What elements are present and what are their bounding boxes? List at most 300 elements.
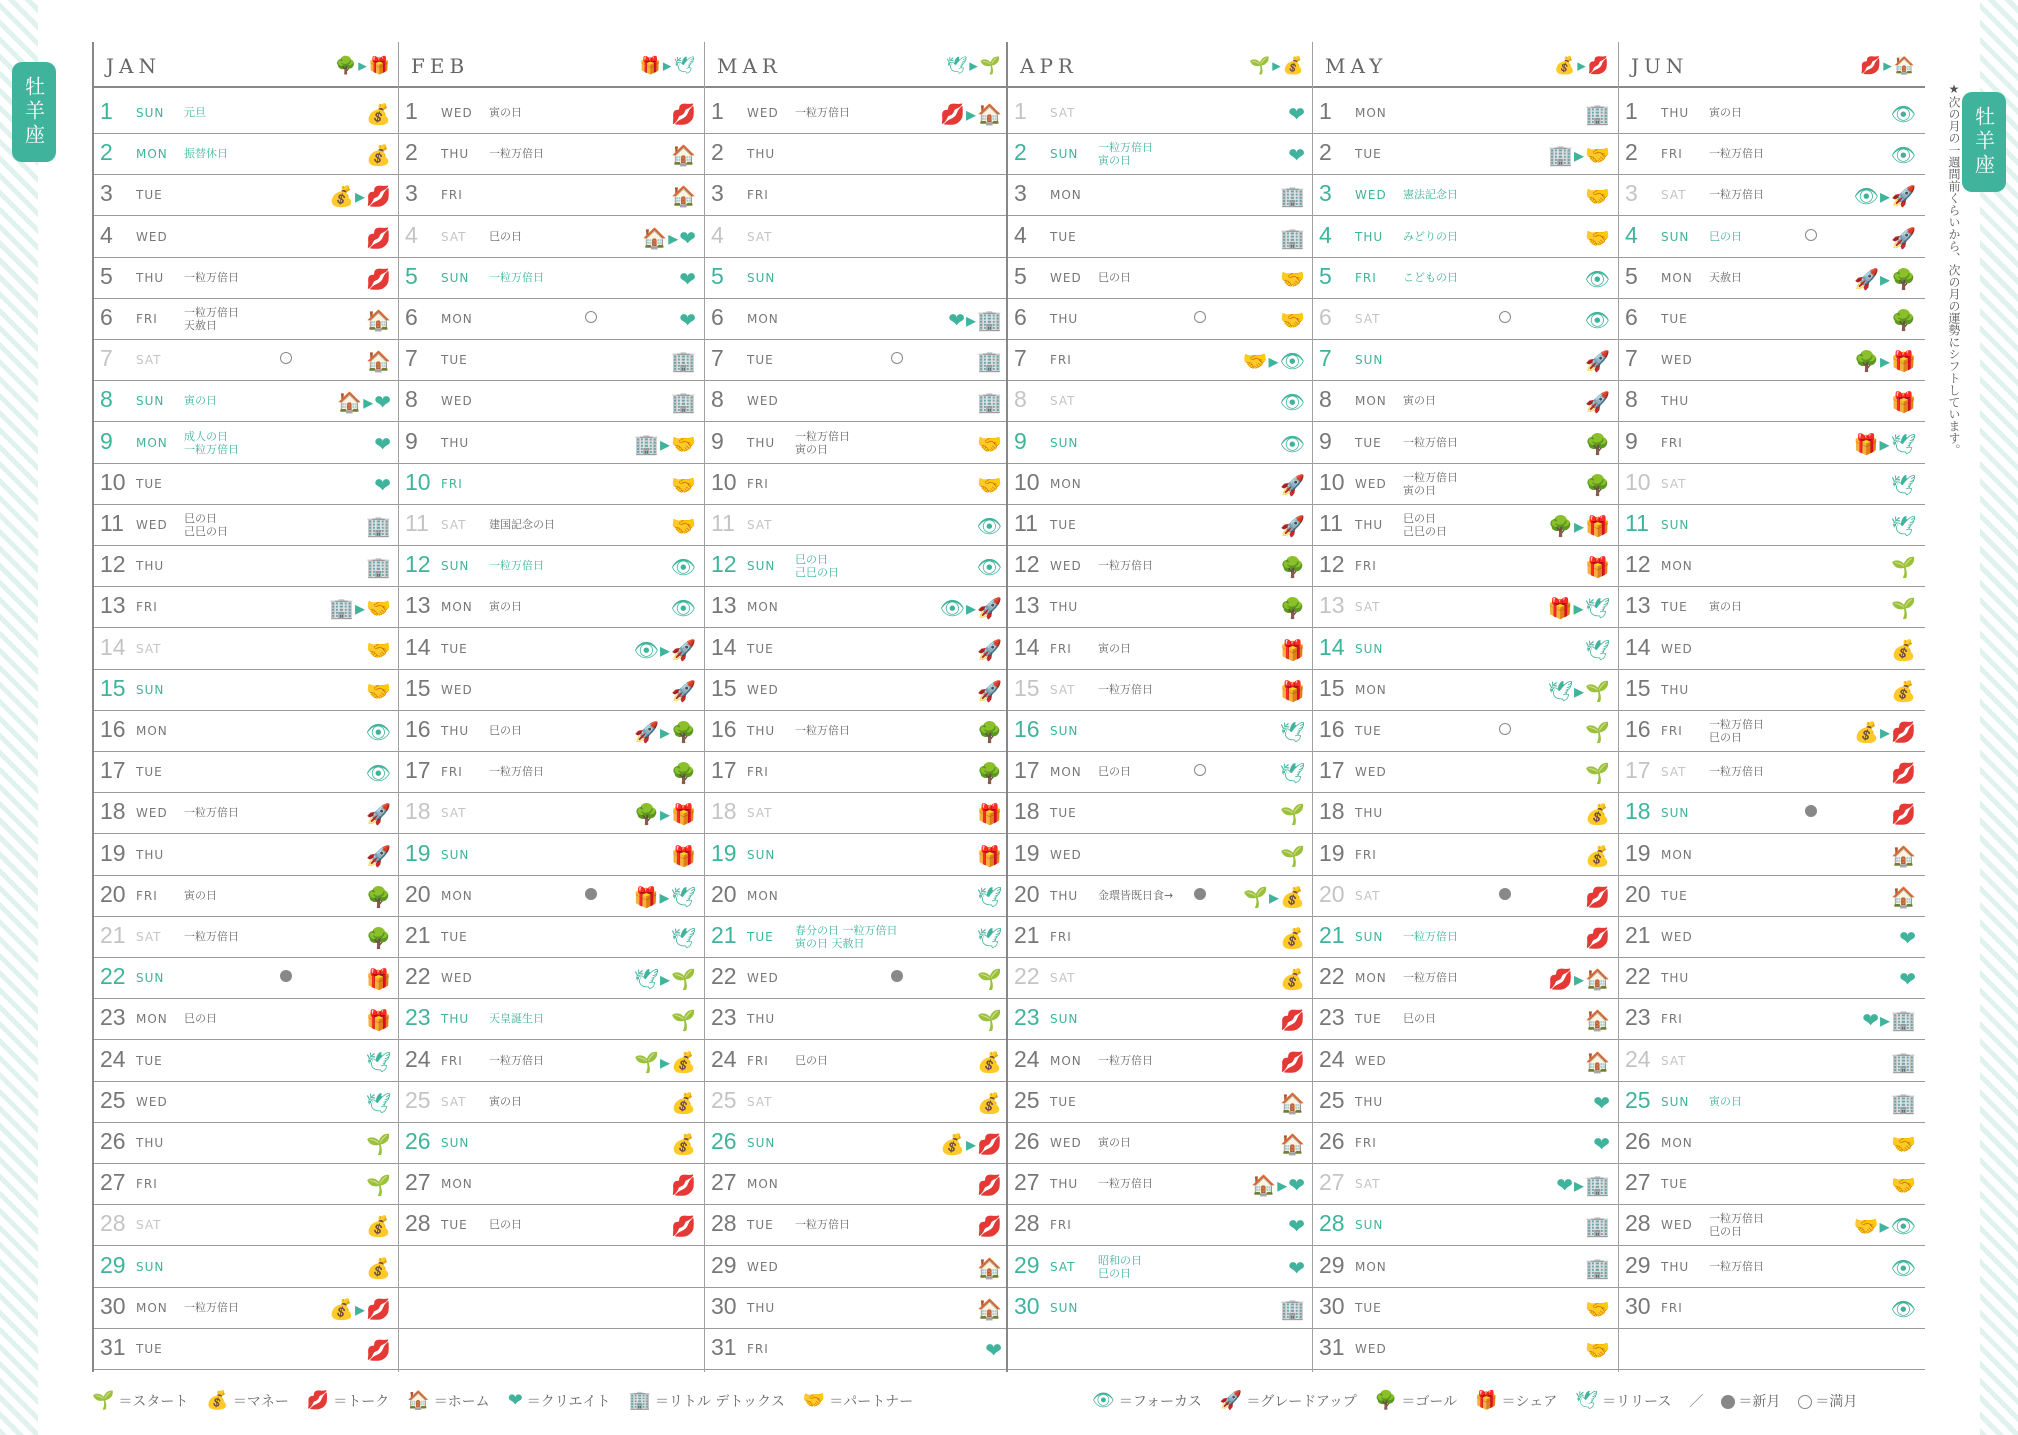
month-header — [1313, 42, 1619, 88]
fortune-icon: 💰 — [366, 102, 392, 126]
day-number: 8 — [1319, 386, 1332, 413]
day-number: 8 — [711, 386, 724, 413]
fortune-icon: 🎁▸🕊 — [1547, 596, 1611, 621]
weekday-label: THU — [441, 435, 470, 450]
day-number: 4 — [1319, 221, 1332, 248]
full-moon-marker — [1194, 764, 1206, 776]
weekday-label: MON — [747, 1177, 779, 1192]
weekday-label: WED — [1661, 641, 1693, 656]
day-number: 12 — [100, 551, 126, 578]
day-note: 一粒万倍日 — [1709, 188, 1764, 202]
day-row — [705, 174, 1011, 216]
fortune-icon: 💋 — [1891, 761, 1917, 786]
day-row — [705, 504, 1011, 546]
weekday-label: FRI — [1050, 1218, 1072, 1233]
full-moon-marker — [280, 352, 292, 364]
day-row — [94, 998, 400, 1040]
weekday-label: THU — [136, 1136, 165, 1150]
day-row — [705, 133, 1011, 175]
fortune-icon: 🏠▸❤ — [337, 390, 392, 415]
day-number: 30 — [1319, 1292, 1345, 1319]
fortune-icon: 🕊 — [1584, 637, 1611, 662]
day-number: 2 — [1014, 139, 1027, 166]
weekday-label: WED — [747, 682, 779, 697]
month-column-jan — [92, 42, 400, 1372]
day-note: 振替休日 — [184, 147, 228, 161]
fortune-icon: 🕊▸🌱 — [1547, 678, 1611, 703]
day-number: 12 — [405, 551, 431, 578]
day-note: 寅の日 — [489, 1094, 522, 1108]
new-moon-marker — [1499, 888, 1511, 900]
day-row — [705, 1204, 1011, 1246]
day-number: 8 — [1625, 386, 1638, 413]
day-row — [1313, 1163, 1619, 1205]
day-note: 巳の日 己巳の日 — [795, 553, 839, 580]
weekday-label: MON — [1355, 106, 1387, 120]
fortune-icon: 🌳 — [366, 926, 392, 950]
day-row — [1619, 1081, 1925, 1123]
day-row — [1619, 957, 1925, 999]
day-number: 5 — [405, 262, 418, 289]
fortune-icon: ❤▸🏢 — [1556, 1173, 1611, 1198]
day-number: 9 — [100, 427, 113, 454]
weekday-label: WED — [441, 394, 473, 409]
new-moon-marker — [585, 888, 597, 900]
day-row — [1619, 669, 1925, 711]
fortune-icon: 💋 — [1891, 802, 1917, 827]
day-number: 14 — [1625, 633, 1651, 660]
day-row — [705, 834, 1011, 876]
weekday-label: FRI — [1050, 930, 1072, 944]
day-note: 成人の日 一粒万倍日 — [184, 429, 239, 456]
day-row — [1313, 1122, 1619, 1164]
month-header-icons: 🌱▸💰 — [1249, 56, 1306, 76]
day-row — [705, 1246, 1011, 1288]
day-number: 12 — [711, 551, 737, 578]
weekday-label: SAT — [1050, 106, 1076, 120]
weekday-label: FRI — [136, 312, 158, 326]
month-header-icons: 💋▸🏠 — [1860, 56, 1917, 76]
month-header-icons: 🎁▸🕊 — [639, 56, 697, 76]
month-column-feb — [398, 42, 705, 1372]
fortune-icon: 🏢 — [671, 349, 697, 374]
weekday-label: TUE — [1355, 1300, 1382, 1315]
weekday-label: WED — [136, 229, 168, 244]
day-row — [1313, 298, 1619, 340]
day-note: 一粒万倍日 — [1098, 682, 1153, 696]
day-note: 金環皆既日食→ — [1098, 888, 1174, 902]
day-number: 19 — [711, 839, 737, 866]
right-stripe-border — [1980, 0, 2018, 1435]
day-number: 19 — [1625, 839, 1651, 866]
legend-label: ＝パートナー — [829, 1394, 914, 1410]
fortune-icon: 🤝 — [1585, 225, 1611, 250]
fortune-icon: ❤ — [1899, 967, 1917, 992]
day-number: 4 — [405, 221, 418, 248]
weekday-label: TUE — [747, 641, 774, 656]
day-number: 5 — [100, 262, 113, 289]
weekday-label: MON — [1355, 682, 1387, 697]
day-row — [1008, 1163, 1314, 1205]
month-name: MAY — [1325, 54, 1388, 78]
weekday-label: SAT — [441, 518, 467, 532]
weekday-label: MON — [1050, 476, 1082, 491]
day-number: 26 — [405, 1128, 431, 1154]
day-row — [399, 916, 705, 958]
day-row — [1008, 669, 1314, 711]
weekday-label: TUE — [1355, 147, 1382, 162]
weekday-label: THU — [1355, 229, 1384, 244]
day-row — [1313, 916, 1619, 958]
weekday-label: SAT — [1050, 971, 1076, 986]
weekday-label: SUN — [747, 559, 776, 574]
fortune-icon: 🏠 — [1585, 1008, 1611, 1033]
day-number: 6 — [100, 304, 113, 330]
day-number: 2 — [405, 139, 418, 166]
day-number: 23 — [405, 1004, 431, 1031]
fortune-icon: 🎁 — [977, 843, 1003, 868]
fortune-icon: 💋 — [1280, 1008, 1306, 1033]
day-row — [1313, 1204, 1619, 1246]
day-row — [1008, 834, 1314, 876]
side-note: ★次の月の一週間前くらいから、次の月の運勢にシフトしています。 — [1947, 82, 1961, 456]
day-number: 15 — [711, 674, 737, 701]
day-number: 25 — [1319, 1086, 1345, 1113]
day-number: 7 — [100, 345, 113, 372]
legend-item — [92, 1390, 188, 1411]
day-row — [399, 1163, 705, 1205]
day-number: 27 — [1319, 1169, 1345, 1196]
fortune-icon: 🚀 — [1280, 514, 1306, 538]
weekday-label: TUE — [441, 641, 468, 656]
fortune-icon: 💰 — [1280, 967, 1306, 992]
weekday-label: FRI — [1355, 559, 1377, 574]
weekday-label: SAT — [747, 806, 773, 821]
weekday-label: SAT — [136, 353, 162, 368]
legend-item — [629, 1390, 785, 1411]
day-number: 3 — [1014, 180, 1027, 207]
weekday-label: WED — [1661, 930, 1693, 944]
day-row — [705, 339, 1011, 381]
day-row — [705, 669, 1011, 711]
day-number: 17 — [1014, 757, 1040, 784]
day-number: 19 — [405, 839, 431, 866]
day-row — [399, 1287, 705, 1329]
day-row — [1619, 1328, 1925, 1370]
day-number: 27 — [711, 1169, 737, 1196]
day-number: 4 — [100, 221, 113, 248]
sign-tab-right: 牡羊座 — [1962, 92, 2006, 192]
weekday-label: WED — [1355, 1053, 1387, 1068]
day-row — [399, 792, 705, 834]
weekday-label: SAT — [1355, 1177, 1381, 1192]
day-number: 12 — [1014, 551, 1040, 578]
day-row — [94, 710, 400, 752]
weekday-label: THU — [747, 1300, 776, 1315]
day-number: 22 — [1625, 963, 1651, 990]
day-number: 7 — [711, 345, 724, 372]
fortune-icon: 💰 — [366, 1214, 392, 1239]
weekday-label: THU — [747, 435, 776, 450]
day-note: 憲法記念日 — [1403, 188, 1458, 202]
weekday-label: MON — [136, 1012, 168, 1027]
day-number: 5 — [1014, 262, 1027, 289]
day-row — [399, 463, 705, 505]
weekday-label: MON — [1661, 847, 1693, 862]
day-number: 20 — [100, 880, 126, 907]
day-row — [94, 669, 400, 711]
weekday-label: SUN — [1355, 641, 1384, 656]
day-row — [94, 298, 400, 340]
weekday-label: SUN — [441, 1136, 470, 1150]
weekday-label: SAT — [1050, 682, 1076, 697]
weekday-label: WED — [1661, 1218, 1693, 1233]
day-number: 24 — [1014, 1045, 1040, 1072]
day-number: 18 — [405, 798, 431, 825]
legend-icon: 🏢 — [628, 1390, 651, 1411]
weekday-label: TUE — [1355, 435, 1382, 450]
weekday-label: TUE — [1050, 229, 1077, 244]
day-row — [1008, 1081, 1314, 1123]
day-note: 一粒万倍日 — [184, 930, 239, 943]
weekday-label: TUE — [1050, 1094, 1077, 1109]
day-number: 27 — [1014, 1169, 1040, 1196]
weekday-label: WED — [1050, 270, 1082, 285]
fortune-icon: 💋 — [977, 1214, 1003, 1239]
fortune-icon: 💰▸💋 — [940, 1132, 1003, 1156]
weekday-label: SAT — [1661, 476, 1687, 491]
fortune-icon: 🚀 — [366, 843, 392, 868]
weekday-label: WED — [1050, 559, 1082, 574]
day-number: 20 — [1014, 880, 1040, 907]
day-row — [705, 1163, 1011, 1205]
fortune-icon: 🌱▸💰 — [1243, 884, 1306, 909]
day-number: 16 — [1625, 716, 1651, 742]
weekday-label: TUE — [136, 188, 163, 203]
day-row — [399, 710, 705, 752]
fortune-icon: 💰 — [366, 1255, 392, 1280]
day-number: 28 — [405, 1210, 431, 1237]
weekday-label: SAT — [441, 229, 467, 244]
weekday-label: TUE — [136, 476, 163, 491]
day-number: 6 — [711, 304, 724, 330]
month-header-icons: 💰▸💋 — [1554, 56, 1611, 76]
new-moon-marker — [1805, 805, 1817, 817]
fortune-icon: 🏠 — [1280, 1132, 1306, 1156]
weekday-label: THU — [441, 724, 470, 738]
weekday-label: SAT — [1050, 394, 1076, 409]
full-moon-icon — [1798, 1395, 1812, 1409]
weekday-label: WED — [1355, 765, 1387, 780]
day-number: 14 — [100, 633, 126, 660]
legend-icon: 🌳 — [1374, 1390, 1398, 1411]
day-row — [1008, 174, 1314, 216]
day-number: 18 — [1625, 798, 1651, 825]
weekday-label: FRI — [1661, 147, 1683, 162]
weekday-label: MON — [136, 147, 168, 162]
day-note: 一粒万倍日 — [1403, 930, 1458, 943]
legend-item — [1575, 1390, 1671, 1411]
day-number: 27 — [405, 1169, 431, 1196]
weekday-label: TUE — [1355, 724, 1382, 738]
day-row — [705, 216, 1011, 258]
weekday-label: SUN — [747, 270, 776, 285]
day-number: 13 — [1625, 592, 1651, 619]
weekday-label: SUN — [1050, 435, 1079, 450]
weekday-label: FRI — [136, 888, 158, 903]
fortune-icon: 🤝 — [977, 472, 1003, 497]
day-number: 26 — [1014, 1128, 1040, 1154]
day-row — [94, 1204, 400, 1246]
day-number: 19 — [1014, 839, 1040, 866]
day-note: 一粒万倍日 寅の日 — [1403, 470, 1458, 497]
weekday-label: SUN — [441, 847, 470, 862]
fortune-icon: 🕊 — [976, 926, 1003, 950]
fortune-icon: 💋▸🏠 — [1548, 967, 1611, 992]
day-row — [1313, 1246, 1619, 1288]
weekday-label: MON — [1050, 188, 1082, 203]
day-note: 春分の日 一粒万倍日 寅の日 天赦日 — [795, 924, 898, 950]
day-row — [399, 504, 705, 546]
fortune-icon: 👁 — [1584, 308, 1611, 332]
day-row — [1008, 586, 1314, 628]
day-number: 30 — [100, 1292, 126, 1319]
day-note: こどもの日 — [1403, 270, 1458, 284]
day-number: 4 — [1014, 221, 1027, 248]
day-number: 6 — [1014, 304, 1027, 330]
day-row — [1008, 216, 1314, 258]
day-number: 30 — [711, 1292, 737, 1319]
fortune-icon: 🎁 — [1280, 637, 1306, 662]
day-number: 8 — [100, 386, 113, 413]
fortune-icon: 🎁 — [1585, 555, 1611, 580]
fortune-icon: 💰 — [1891, 678, 1917, 703]
fortune-icon: 🏢 — [366, 514, 392, 538]
weekday-label: SAT — [1355, 312, 1381, 326]
day-number: 26 — [100, 1128, 126, 1154]
fortune-icon: 🌱▸💰 — [634, 1049, 697, 1074]
fortune-icon: 👁 — [1890, 1296, 1917, 1321]
legend-label: ＝ホーム — [433, 1394, 490, 1410]
day-note: 巳の日 己巳の日 — [184, 512, 228, 538]
fortune-icon: 🤝▸👁 — [1242, 349, 1306, 374]
legend-icon: 💰 — [206, 1390, 229, 1411]
fortune-icon: ❤ — [1288, 1255, 1306, 1280]
weekday-label: THU — [1661, 682, 1690, 697]
day-row — [1619, 710, 1925, 752]
day-number: 21 — [711, 922, 737, 948]
weekday-label: SAT — [747, 1094, 773, 1109]
day-note: 巳の日 — [1403, 1012, 1436, 1026]
weekday-label: WED — [136, 1094, 168, 1109]
day-number: 18 — [1014, 798, 1040, 825]
month-name: JAN — [106, 54, 161, 78]
day-row — [1619, 92, 1925, 134]
day-note: 一粒万倍日 天赦日 — [184, 306, 239, 332]
weekday-label: SAT — [136, 641, 162, 656]
day-number: 21 — [405, 922, 431, 948]
day-number: 13 — [1014, 592, 1040, 619]
weekday-label: WED — [747, 971, 779, 986]
day-row — [1008, 792, 1314, 834]
day-number: 3 — [100, 180, 113, 207]
day-note: 一粒万倍日 巳の日 — [1709, 718, 1764, 744]
sign-tab-left: 牡羊座 — [12, 62, 56, 162]
fortune-icon: 🏢 — [1280, 225, 1306, 250]
fortune-icon: 🌱 — [1280, 802, 1306, 827]
fortune-icon: 🌱 — [671, 1008, 697, 1033]
day-number: 12 — [1319, 551, 1345, 578]
fortune-icon: 🏢 — [671, 390, 697, 415]
fortune-icon: 🌳▸🎁 — [634, 802, 697, 827]
fortune-icon: ❤ — [1288, 102, 1306, 126]
day-row — [1008, 380, 1314, 422]
day-number: 21 — [1625, 922, 1651, 948]
day-row — [94, 1163, 400, 1205]
fortune-icon: 🌳▸🎁 — [1854, 349, 1917, 374]
weekday-label: WED — [747, 106, 779, 120]
day-row — [1313, 628, 1619, 670]
fortune-icon: 👁 — [1279, 390, 1306, 415]
day-number: 24 — [1319, 1045, 1345, 1072]
fortune-icon: 🌱 — [977, 967, 1003, 992]
day-number: 8 — [1014, 386, 1027, 413]
fortune-icon: 🚀 — [671, 678, 697, 703]
day-number: 24 — [711, 1045, 737, 1072]
weekday-label: FRI — [136, 1177, 158, 1192]
fortune-icon: 🤝 — [1280, 308, 1306, 332]
fortune-icon: 👁 — [365, 761, 392, 786]
weekday-label: TUE — [1661, 312, 1688, 326]
day-row — [1008, 463, 1314, 505]
day-row — [399, 545, 705, 587]
day-number: 24 — [100, 1045, 126, 1072]
new-moon-marker — [1194, 888, 1206, 900]
day-note: 一粒万倍日 — [489, 765, 544, 779]
day-row — [1619, 1122, 1925, 1164]
month-header — [399, 42, 705, 88]
day-row — [1008, 1204, 1314, 1246]
day-row — [705, 463, 1011, 505]
weekday-label: SUN — [1050, 147, 1079, 162]
weekday-label: MON — [441, 312, 473, 326]
fortune-icon: 🌱 — [1280, 843, 1306, 868]
day-note: 寅の日 — [184, 888, 217, 902]
day-number: 19 — [100, 839, 126, 866]
day-row — [94, 586, 400, 628]
day-row — [705, 380, 1011, 422]
fortune-icon: 🚀▸🌳 — [1854, 266, 1917, 291]
fortune-icon: 🌱 — [366, 1173, 392, 1198]
day-number: 4 — [1625, 221, 1638, 248]
day-row — [1619, 628, 1925, 670]
legend-item — [206, 1390, 288, 1411]
fortune-icon: 🎁 — [977, 802, 1003, 827]
weekday-label: THU — [1050, 600, 1079, 615]
day-note: 一粒万倍日 — [489, 1053, 544, 1067]
weekday-label: SAT — [441, 806, 467, 821]
weekday-label: WED — [441, 106, 473, 120]
new-moon-icon — [1721, 1395, 1735, 1409]
full-moon-marker — [1499, 723, 1511, 735]
day-number: 14 — [1319, 633, 1345, 660]
day-row — [1313, 957, 1619, 999]
day-note: 一粒万倍日 — [489, 147, 544, 161]
month-name: FEB — [411, 54, 470, 78]
weekday-label: MON — [747, 312, 779, 326]
legend-full-moon — [1798, 1391, 1857, 1411]
day-number: 23 — [1014, 1004, 1040, 1031]
